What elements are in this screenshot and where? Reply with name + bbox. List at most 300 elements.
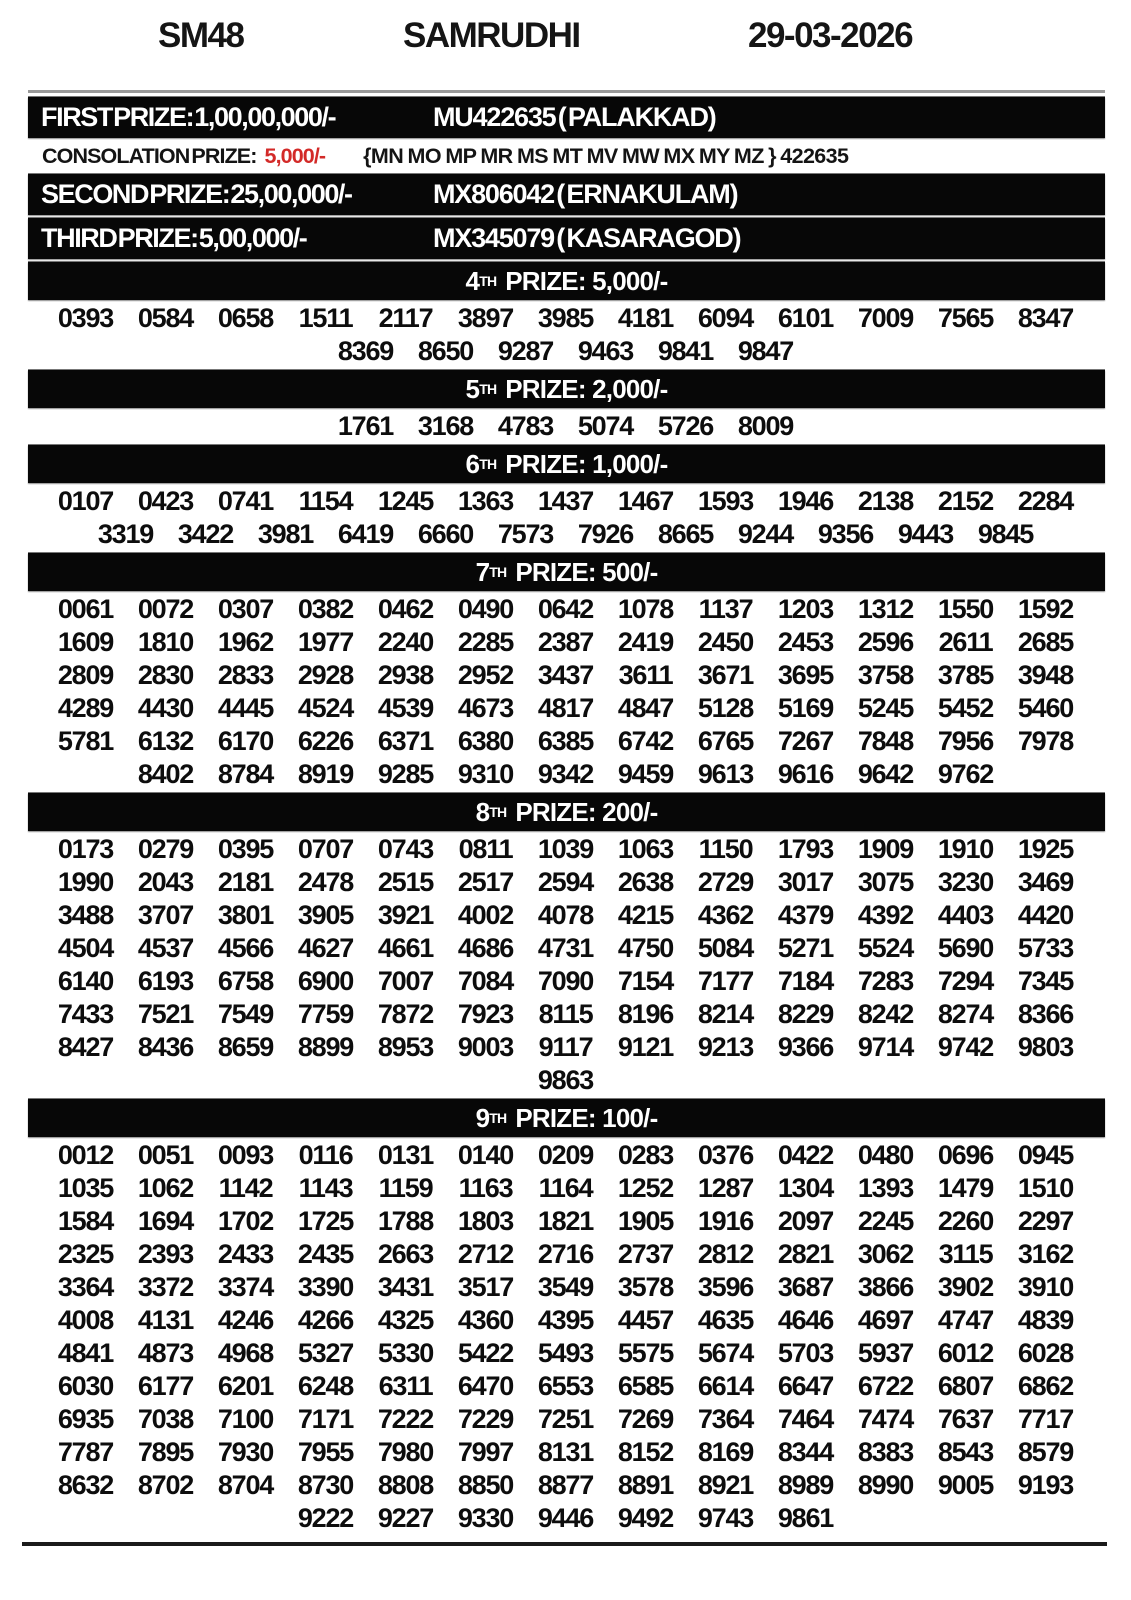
ticket-number: 7787 xyxy=(57,1437,114,1467)
ticket-number: 5690 xyxy=(937,933,994,963)
ticket-number: 7007 xyxy=(377,966,434,996)
winning-numbers-row xyxy=(0,1403,1131,1436)
winning-numbers-row xyxy=(0,965,1131,998)
ticket-number: 6248 xyxy=(297,1371,354,1401)
ticket-number: 8115 xyxy=(538,999,593,1029)
ticket-number: 4750 xyxy=(617,933,674,963)
ticket-number: 1910 xyxy=(937,834,994,864)
ticket-number: 9613 xyxy=(697,759,754,789)
ticket-number: 8665 xyxy=(657,519,714,549)
ticket-number: 8850 xyxy=(457,1470,514,1500)
ticket-number: 4847 xyxy=(617,693,674,723)
ticket-number: 4008 xyxy=(57,1305,114,1335)
ticket-number: 9356 xyxy=(817,519,874,549)
ticket-number: 5937 xyxy=(857,1338,914,1368)
ticket-number: 8543 xyxy=(937,1437,994,1467)
ticket-number: 4646 xyxy=(777,1305,834,1335)
ticket-number: 5524 xyxy=(857,933,914,963)
ticket-number: 1252 xyxy=(617,1173,674,1203)
ticket-number: 0811 xyxy=(458,834,513,864)
ticket-number: 3549 xyxy=(537,1272,594,1302)
ticket-number: 9845 xyxy=(977,519,1034,549)
ticket-number: 5084 xyxy=(697,933,754,963)
ticket-number: 4783 xyxy=(497,411,554,441)
ticket-number: 8877 xyxy=(537,1470,594,1500)
ticket-number: 2821 xyxy=(777,1239,834,1269)
ticket-number: 6311 xyxy=(378,1371,433,1401)
consolation-prize-row xyxy=(28,141,1105,172)
ticket-number: 1803 xyxy=(457,1206,514,1236)
ticket-number: 4289 xyxy=(57,693,114,723)
ticket-number: 2387 xyxy=(537,627,594,657)
ticket-number: 6226 xyxy=(297,726,354,756)
ticket-number: 0072 xyxy=(137,594,194,624)
ticket-number: 4445 xyxy=(217,693,274,723)
ticket-number: 1788 xyxy=(377,1206,434,1236)
ticket-number: 0093 xyxy=(217,1140,274,1170)
ticket-number: 1163 xyxy=(458,1173,513,1203)
ticket-number: 5733 xyxy=(1017,933,1074,963)
ticket-number: 0209 xyxy=(537,1140,594,1170)
winning-numbers-row xyxy=(0,485,1131,518)
ticket-number: 1962 xyxy=(217,627,274,657)
ticket-number: 9227 xyxy=(377,1503,434,1533)
ticket-number: 6470 xyxy=(457,1371,514,1401)
ticket-number: 4566 xyxy=(217,933,274,963)
ticket-number: 7184 xyxy=(777,966,834,996)
ticket-number: 3115 xyxy=(938,1239,993,1269)
ticket-number: 6170 xyxy=(217,726,274,756)
ticket-number: 9863 xyxy=(537,1065,594,1095)
ticket-number: 7009 xyxy=(857,303,914,333)
ticket-number: 1287 xyxy=(697,1173,754,1203)
ticket-number: 1946 xyxy=(777,486,834,516)
ticket-number: 0423 xyxy=(137,486,194,516)
ticket-number: 1154 xyxy=(298,486,353,516)
ticket-number: 3437 xyxy=(537,660,594,690)
ticket-number: 2716 xyxy=(537,1239,594,1269)
ticket-number: 5460 xyxy=(1017,693,1074,723)
ticket-number: 8169 xyxy=(697,1437,754,1467)
ticket-number: 9803 xyxy=(1017,1032,1074,1062)
ticket-number: 9342 xyxy=(537,759,594,789)
prize-section-header-9th: 9 TH PRIZE: 100/- xyxy=(28,1099,1105,1137)
ticket-number: 5245 xyxy=(857,693,914,723)
ticket-number: 3488 xyxy=(57,900,114,930)
ticket-number: 1150 xyxy=(698,834,753,864)
ticket-number: 8579 xyxy=(1017,1437,1074,1467)
ticket-number: 3422 xyxy=(177,519,234,549)
ticket-number: 5726 xyxy=(657,411,714,441)
ticket-number: 8196 xyxy=(617,999,674,1029)
winning-numbers-row xyxy=(0,302,1131,335)
ticket-number: 1925 xyxy=(1017,834,1074,864)
second-prize-winner: MX806042 ( ERNAKULAM) xyxy=(433,179,738,209)
section-ordinal: 4 xyxy=(465,265,480,296)
ticket-number: 0462 xyxy=(377,594,434,624)
ticket-number: 8919 xyxy=(297,759,354,789)
ticket-number: 0945 xyxy=(1017,1140,1074,1170)
ticket-number: 0584 xyxy=(137,303,194,333)
ticket-number: 8989 xyxy=(777,1470,834,1500)
ticket-number: 4131 xyxy=(137,1305,194,1335)
ticket-number: 1142 xyxy=(218,1173,273,1203)
ticket-number: 2453 xyxy=(777,627,834,657)
ticket-number: 6585 xyxy=(617,1371,674,1401)
ticket-number: 6614 xyxy=(697,1371,754,1401)
ticket-number: 6193 xyxy=(137,966,194,996)
ticket-number: 4747 xyxy=(937,1305,994,1335)
ticket-number: 7364 xyxy=(697,1404,754,1434)
ticket-number: 2812 xyxy=(697,1239,754,1269)
winning-numbers-row xyxy=(0,1337,1131,1370)
winning-numbers-row xyxy=(0,410,1131,443)
ticket-number: 1035 xyxy=(57,1173,114,1203)
section-title: PRIZE: 1,000/- xyxy=(505,448,668,479)
ticket-number: 2712 xyxy=(457,1239,514,1269)
ticket-number: 2419 xyxy=(617,627,674,657)
ticket-number: 1164 xyxy=(538,1173,593,1203)
ticket-number: 5271 xyxy=(777,933,834,963)
ticket-number: 4430 xyxy=(137,693,194,723)
ticket-number: 7433 xyxy=(57,999,114,1029)
ticket-number: 4627 xyxy=(297,933,354,963)
ticket-number: 2594 xyxy=(537,867,594,897)
ticket-number: 2596 xyxy=(857,627,914,657)
ticket-number: 8921 xyxy=(697,1470,754,1500)
ticket-number: 0283 xyxy=(617,1140,674,1170)
ticket-number: 0376 xyxy=(697,1140,754,1170)
ticket-number: 7955 xyxy=(297,1437,354,1467)
ticket-number: 9616 xyxy=(777,759,834,789)
section-title: PRIZE: 100/- xyxy=(515,1102,658,1133)
draw-code: SM48 xyxy=(158,16,244,55)
ticket-number: 4686 xyxy=(457,933,514,963)
ticket-number: 7267 xyxy=(777,726,834,756)
consolation-label: CONSOLATION PRIZE: xyxy=(42,144,257,168)
ticket-number: 6722 xyxy=(857,1371,914,1401)
ticket-number: 0116 xyxy=(298,1140,353,1170)
ticket-number: 1609 xyxy=(57,627,114,657)
ticket-number: 7872 xyxy=(377,999,434,1029)
ticket-number: 9310 xyxy=(457,759,514,789)
ticket-number: 3168 xyxy=(417,411,474,441)
ticket-number: 1437 xyxy=(537,486,594,516)
ticket-number: 2833 xyxy=(217,660,274,690)
ticket-number: 2284 xyxy=(1017,486,1074,516)
ticket-number: 9443 xyxy=(897,519,954,549)
ticket-number: 4181 xyxy=(617,303,674,333)
ticket-number: 4325 xyxy=(377,1305,434,1335)
ticket-number: 2285 xyxy=(457,627,514,657)
ticket-number: 7565 xyxy=(937,303,994,333)
ticket-number: 8784 xyxy=(217,759,274,789)
ticket-number: 5169 xyxy=(777,693,834,723)
prize-section-header-6th: 6 TH PRIZE: 1,000/- xyxy=(28,445,1105,483)
ticket-number: 6419 xyxy=(337,519,394,549)
ticket-number: 4968 xyxy=(217,1338,274,1368)
ticket-number: 9743 xyxy=(697,1503,754,1533)
ticket-number: 1203 xyxy=(777,594,834,624)
prize-section-header-5th: 5 TH PRIZE: 2,000/- xyxy=(28,370,1105,408)
section-title: PRIZE: 200/- xyxy=(515,796,658,827)
ticket-number: 7637 xyxy=(937,1404,994,1434)
ticket-number: 7926 xyxy=(577,519,634,549)
winning-numbers-row xyxy=(0,1271,1131,1304)
ticket-number: 8242 xyxy=(857,999,914,1029)
ticket-number: 8366 xyxy=(1017,999,1074,1029)
ticket-number: 3230 xyxy=(937,867,994,897)
winning-numbers-row xyxy=(0,1139,1131,1172)
ticket-number: 7229 xyxy=(457,1404,514,1434)
ticket-number: 9005 xyxy=(937,1470,994,1500)
ticket-number: 3801 xyxy=(217,900,274,930)
ticket-number: 0741 xyxy=(217,486,274,516)
ticket-number: 0642 xyxy=(537,594,594,624)
ticket-number: 8347 xyxy=(1017,303,1074,333)
ticket-number: 7090 xyxy=(537,966,594,996)
ticket-number: 2663 xyxy=(377,1239,434,1269)
ticket-number: 4524 xyxy=(297,693,354,723)
ticket-number: 2181 xyxy=(217,867,274,897)
ticket-number: 7177 xyxy=(697,966,754,996)
ticket-number: 9117 xyxy=(538,1032,593,1062)
ticket-number: 8383 xyxy=(857,1437,914,1467)
ticket-number: 4215 xyxy=(617,900,674,930)
ticket-number: 7980 xyxy=(377,1437,434,1467)
prize-section-header-7th: 7 TH PRIZE: 500/- xyxy=(28,553,1105,591)
ticket-number: 7283 xyxy=(857,966,914,996)
ticket-number: 9762 xyxy=(937,759,994,789)
ticket-number: 3611 xyxy=(618,660,673,690)
second-prize-label: SECOND PRIZE: 25,00,000/- xyxy=(41,179,352,209)
ticket-number: 4673 xyxy=(457,693,514,723)
ticket-number: 2260 xyxy=(937,1206,994,1236)
ticket-number: 2737 xyxy=(617,1239,674,1269)
ticket-number: 4392 xyxy=(857,900,914,930)
ticket-number: 6935 xyxy=(57,1404,114,1434)
ticket-number: 4537 xyxy=(137,933,194,963)
ticket-number: 7573 xyxy=(497,519,554,549)
ticket-number: 4420 xyxy=(1017,900,1074,930)
ticket-number: 4839 xyxy=(1017,1305,1074,1335)
ticket-number: 3910 xyxy=(1017,1272,1074,1302)
ticket-number: 0279 xyxy=(137,834,194,864)
ticket-number: 3671 xyxy=(697,660,754,690)
ticket-number: 8214 xyxy=(697,999,754,1029)
ticket-number: 5074 xyxy=(577,411,634,441)
ticket-number: 0395 xyxy=(217,834,274,864)
ticket-number: 7100 xyxy=(217,1404,274,1434)
ticket-number: 8152 xyxy=(617,1437,674,1467)
ticket-number: 8953 xyxy=(377,1032,434,1062)
ticket-number: 9121 xyxy=(617,1032,674,1062)
ticket-number: 2938 xyxy=(377,660,434,690)
ticket-number: 8274 xyxy=(937,999,994,1029)
ticket-number: 1592 xyxy=(1017,594,1074,624)
ticket-number: 4266 xyxy=(297,1305,354,1335)
ticket-number: 0307 xyxy=(217,594,274,624)
ticket-number: 4457 xyxy=(617,1305,674,1335)
ticket-number: 2240 xyxy=(377,627,434,657)
ticket-number: 5674 xyxy=(697,1338,754,1368)
winning-numbers-row xyxy=(0,659,1131,692)
ticket-number: 8650 xyxy=(417,336,474,366)
ticket-number: 3372 xyxy=(137,1272,194,1302)
ticket-number: 7997 xyxy=(457,1437,514,1467)
ticket-number: 7474 xyxy=(857,1404,914,1434)
ticket-number: 6177 xyxy=(137,1371,194,1401)
winning-numbers-row xyxy=(0,626,1131,659)
ticket-number: 8344 xyxy=(777,1437,834,1467)
ticket-number: 2729 xyxy=(697,867,754,897)
ticket-number: 5422 xyxy=(457,1338,514,1368)
ticket-number: 4395 xyxy=(537,1305,594,1335)
ticket-number: 2043 xyxy=(137,867,194,897)
ticket-number: 0061 xyxy=(57,594,114,624)
ticket-number: 7084 xyxy=(457,966,514,996)
ticket-number: 9446 xyxy=(537,1503,594,1533)
ticket-number: 5128 xyxy=(697,693,754,723)
ticket-number: 2517 xyxy=(457,867,514,897)
ticket-number: 4360 xyxy=(457,1305,514,1335)
top-divider xyxy=(28,90,1105,93)
ticket-number: 3707 xyxy=(137,900,194,930)
third-prize-winner: MX345079 ( KASARAGOD) xyxy=(433,223,741,253)
winning-numbers-row xyxy=(0,1304,1131,1337)
result-header xyxy=(0,0,1131,90)
ticket-number: 3985 xyxy=(537,303,594,333)
ticket-number: 6201 xyxy=(217,1371,274,1401)
ticket-number: 2435 xyxy=(297,1239,354,1269)
ticket-number: 0012 xyxy=(57,1140,114,1170)
ticket-number: 8229 xyxy=(777,999,834,1029)
ticket-number: 3897 xyxy=(457,303,514,333)
winning-numbers-row xyxy=(0,692,1131,725)
ticket-number: 9847 xyxy=(737,336,794,366)
winning-numbers-row xyxy=(0,932,1131,965)
ticket-number: 6900 xyxy=(297,966,354,996)
ticket-number: 0707 xyxy=(297,834,354,864)
winning-numbers-row xyxy=(0,1502,1131,1535)
section-ordinal: 6 xyxy=(465,448,480,479)
ticket-number: 5330 xyxy=(377,1338,434,1368)
section-ordinal: 7 xyxy=(475,556,490,587)
ticket-number: 8402 xyxy=(137,759,194,789)
ticket-number: 3687 xyxy=(777,1272,834,1302)
ticket-number: 8899 xyxy=(297,1032,354,1062)
ticket-number: 8659 xyxy=(217,1032,274,1062)
winning-numbers-row xyxy=(0,758,1131,791)
ticket-number: 1584 xyxy=(57,1206,114,1236)
first-prize-bar xyxy=(28,97,1105,138)
ticket-number: 1550 xyxy=(937,594,994,624)
ticket-number: 8009 xyxy=(737,411,794,441)
ticket-number: 6862 xyxy=(1017,1371,1074,1401)
ticket-number: 1363 xyxy=(457,486,514,516)
ticket-number: 9841 xyxy=(657,336,714,366)
ticket-number: 1593 xyxy=(697,486,754,516)
ticket-number: 6385 xyxy=(537,726,594,756)
ticket-number: 2685 xyxy=(1017,627,1074,657)
ticket-number: 5452 xyxy=(937,693,994,723)
ticket-number: 1304 xyxy=(777,1173,834,1203)
ticket-number: 2952 xyxy=(457,660,514,690)
third-prize-bar xyxy=(28,218,1105,259)
ticket-number: 0480 xyxy=(857,1140,914,1170)
ticket-number: 3431 xyxy=(377,1272,434,1302)
ticket-number: 6140 xyxy=(57,966,114,996)
ticket-number: 7171 xyxy=(297,1404,354,1434)
ticket-number: 3905 xyxy=(297,900,354,930)
ticket-number: 2152 xyxy=(937,486,994,516)
winning-numbers-row xyxy=(0,998,1131,1031)
ticket-number: 1761 xyxy=(337,411,394,441)
ticket-number: 9330 xyxy=(457,1503,514,1533)
ticket-number: 8369 xyxy=(337,336,394,366)
ticket-number: 1725 xyxy=(297,1206,354,1236)
ticket-number: 6807 xyxy=(937,1371,994,1401)
winning-numbers-row xyxy=(0,1172,1131,1205)
ticket-number: 1793 xyxy=(777,834,834,864)
winning-numbers-row xyxy=(0,1205,1131,1238)
ticket-number: 8990 xyxy=(857,1470,914,1500)
ticket-number: 2809 xyxy=(57,660,114,690)
ticket-number: 1078 xyxy=(617,594,674,624)
ticket-number: 9492 xyxy=(617,1503,674,1533)
ticket-number: 3319 xyxy=(97,519,154,549)
ticket-number: 3162 xyxy=(1017,1239,1074,1269)
ticket-number: 1977 xyxy=(297,627,354,657)
ticket-number: 0422 xyxy=(777,1140,834,1170)
ticket-number: 2393 xyxy=(137,1239,194,1269)
section-ordinal: 5 xyxy=(465,373,480,404)
ticket-number: 3866 xyxy=(857,1272,914,1302)
ticket-number: 2611 xyxy=(938,627,993,657)
ticket-number: 3374 xyxy=(217,1272,274,1302)
ticket-number: 8632 xyxy=(57,1470,114,1500)
ticket-number: 2138 xyxy=(857,486,914,516)
ticket-number: 3981 xyxy=(257,519,314,549)
second-prize-bar xyxy=(28,174,1105,215)
winning-numbers-row xyxy=(0,1469,1131,1502)
ticket-number: 3695 xyxy=(777,660,834,690)
ticket-number: 9213 xyxy=(697,1032,754,1062)
lottery-name: SAMRUDHI xyxy=(403,16,580,55)
ticket-number: 3390 xyxy=(297,1272,354,1302)
ticket-number: 1393 xyxy=(857,1173,914,1203)
ticket-number: 9193 xyxy=(1017,1470,1074,1500)
ticket-number: 6380 xyxy=(457,726,514,756)
ticket-number: 1916 xyxy=(697,1206,754,1236)
section-title: PRIZE: 2,000/- xyxy=(505,373,668,404)
section-ordinal: 9 xyxy=(475,1102,490,1133)
draw-date: 29-03-2026 xyxy=(748,16,913,55)
ticket-number: 7345 xyxy=(1017,966,1074,996)
ticket-number: 8730 xyxy=(297,1470,354,1500)
winning-numbers-row xyxy=(0,1064,1131,1097)
ticket-number: 2638 xyxy=(617,867,674,897)
ticket-number: 7038 xyxy=(137,1404,194,1434)
winning-numbers-row xyxy=(0,725,1131,758)
ticket-number: 3469 xyxy=(1017,867,1074,897)
ticket-number: 6101 xyxy=(777,303,834,333)
ticket-number: 0743 xyxy=(377,834,434,864)
ticket-number: 6758 xyxy=(217,966,274,996)
third-prize-label: THIRD PRIZE: 5,00,000/- xyxy=(41,223,307,253)
ticket-number: 1159 xyxy=(378,1173,433,1203)
ticket-number: 7759 xyxy=(297,999,354,1029)
